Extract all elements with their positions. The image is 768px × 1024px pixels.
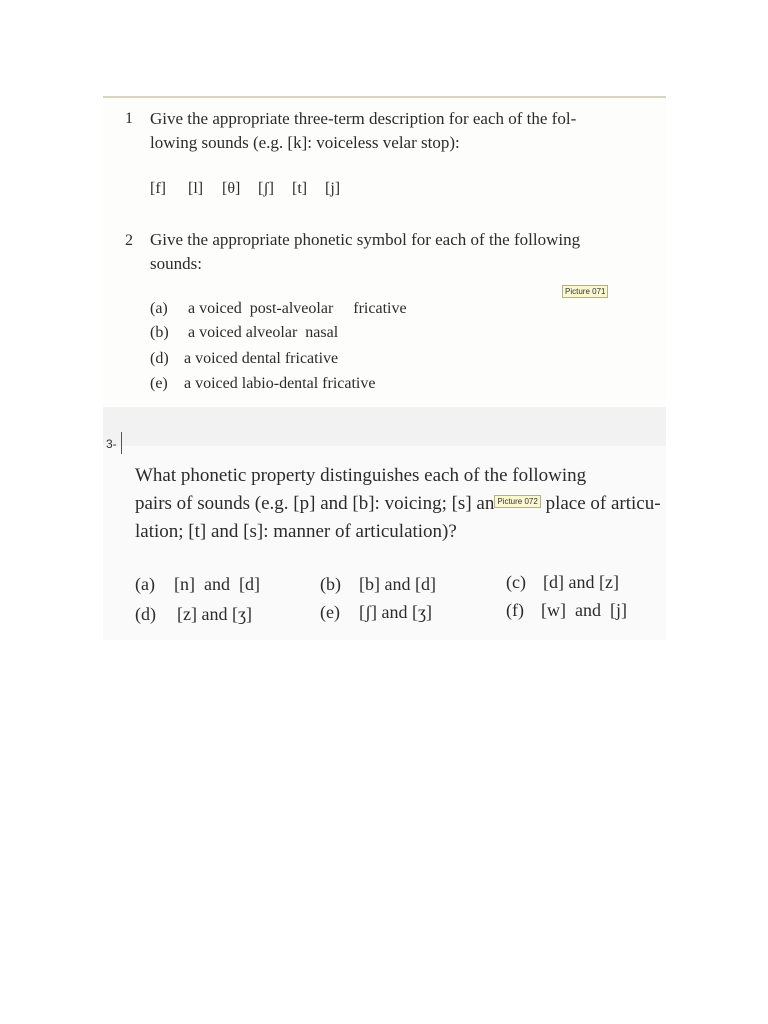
symbol-l: [l] bbox=[188, 180, 204, 197]
question-3-line-1: What phonetic property distinguishes each of the following bbox=[135, 465, 587, 486]
q2-item-text-d: a voiced dental fricative bbox=[184, 350, 339, 367]
question-2-line-1: Give the appropriate phonetic symbol for each of the following bbox=[150, 230, 581, 249]
q2-item-label-a: (a) bbox=[150, 300, 168, 317]
picture-071-tag: Picture 071 bbox=[562, 285, 608, 298]
pair-label-d: (d) bbox=[135, 604, 156, 624]
q2-item-text-e: a voiced labio-dental fricative bbox=[184, 375, 376, 392]
question-3-line-2-end: place of articu- bbox=[540, 493, 661, 514]
question-1-line-1: Give the appropriate three-term description for each of the fol- bbox=[150, 109, 577, 128]
q2-item-text-a: a voiced post-alveolar fricative bbox=[188, 300, 407, 317]
pair-label-a: (a) bbox=[135, 574, 155, 594]
question-1-number: 1 bbox=[125, 110, 133, 127]
symbol-j: [j] bbox=[325, 180, 341, 197]
q2-item-label-d: (d) bbox=[150, 350, 169, 367]
question-2-number: 2 bbox=[125, 232, 133, 249]
question-3-marker: 3- bbox=[106, 437, 117, 451]
text-cursor bbox=[121, 432, 122, 454]
picture-072-tag: Picture 072 bbox=[494, 495, 540, 508]
pair-label-b: (b) bbox=[320, 574, 341, 594]
q2-item-text-b: a voiced alveolar nasal bbox=[188, 324, 339, 341]
pair-label-e: (e) bbox=[320, 602, 340, 622]
question-3-line-3: lation; [t] and [s]: manner of articulation)? bbox=[135, 521, 457, 542]
symbol-f: [f] bbox=[150, 180, 166, 197]
q2-item-label-e: (e) bbox=[150, 375, 168, 392]
question-3-line-2-start: pairs of sounds (e.g. [p] and [b]: voicing; [s] an bbox=[135, 493, 495, 514]
question-3-line-2 bbox=[135, 490, 661, 518]
question-1-line-2: lowing sounds (e.g. [k]: voiceless velar stop): bbox=[150, 133, 460, 152]
pair-text-e: [ʃ] and [ʒ] bbox=[359, 602, 432, 622]
pair-text-b: [b] and [d] bbox=[359, 574, 436, 594]
question-2-line-2: sounds: bbox=[150, 254, 202, 273]
pair-text-a: [n] and [d] bbox=[174, 574, 260, 594]
symbol-t: [t] bbox=[292, 180, 308, 197]
q2-item-label-b: (b) bbox=[150, 324, 169, 341]
symbol-theta: [θ] bbox=[222, 180, 241, 197]
pair-text-d: [z] and [ʒ] bbox=[177, 604, 252, 624]
pair-text-f: [w] and [j] bbox=[541, 600, 627, 620]
symbol-esh: [ʃ] bbox=[258, 180, 274, 197]
pair-label-f: (f) bbox=[506, 600, 524, 620]
pair-label-c: (c) bbox=[506, 572, 526, 592]
pair-text-c: [d] and [z] bbox=[543, 572, 619, 592]
